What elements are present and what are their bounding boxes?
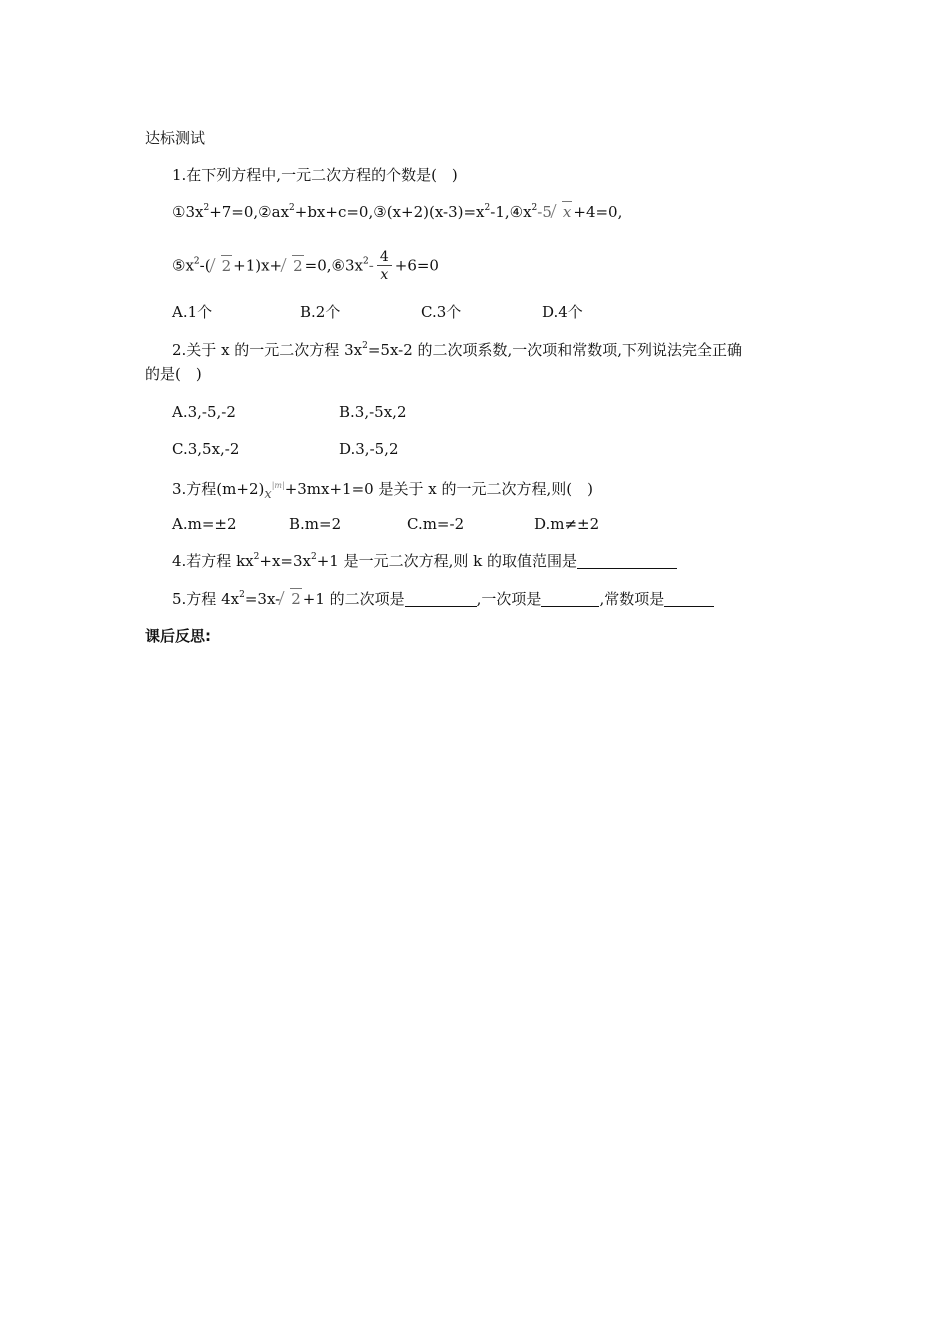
q1-option-b: B.2个 (300, 303, 341, 321)
q2-stem-line1: 2.关于 x 的一元二次方程 $3x^2=5x-2$ 的二次项系数,一次项和常数项,下列说法完全正确 (172, 341, 743, 359)
fraction-4-over-x: $\frac{4}{x}$ (377, 249, 392, 284)
q1-equations-line1: $①3x^2+7=0,②ax^2+bx+c=0,③(x+2)(x-3)=x^2-1,④x^2-5$ x +4=0, (172, 203, 623, 221)
q3-option-c: C.m=-2 (407, 515, 465, 533)
q2-option-c: C.3,5x,-2 (172, 440, 240, 458)
q3-option-b: B.m=2 (289, 515, 342, 533)
q1-equations-line2: $⑤x^2-$( $2 +1)x+ 2 =0,⑥3x^2-$ $\frac{4}{x}$ +6=0 (172, 249, 439, 283)
q5-stem: 5.方程 $4x^2=3x-$ 2 +1 的二次项是 ,一次项是 ,常数项是 (172, 588, 714, 609)
q1-option-a: A.1个 (172, 303, 213, 321)
reflection-heading: 课后反思: (145, 627, 211, 645)
q1-option-d: D.4个 (542, 303, 583, 321)
sqrt-x: x (553, 201, 572, 222)
q5-constant-term-blank[interactable] (664, 590, 714, 607)
q3-option-a: A.m=±2 (172, 515, 237, 533)
sqrt-2-a: 2 (212, 255, 233, 276)
q2-option-d: D.3,-5,2 (339, 440, 399, 458)
q2-option-b: B.3,-5x,2 (339, 403, 407, 421)
sqrt-2-c: 2 (281, 588, 302, 609)
q1-stem: 1.在下列方程中,一元二次方程的个数是( ) (172, 166, 458, 184)
q5-linear-term-blank[interactable] (541, 590, 599, 607)
q3-option-d: D.m≠±2 (534, 515, 600, 533)
section-heading: 达标测试 (145, 129, 206, 147)
q4-answer-blank[interactable] (577, 552, 677, 569)
q2-stem-line2: 的是( ) (145, 365, 202, 383)
q1-option-c: C.3个 (421, 303, 462, 321)
sqrt-2-b: 2 (283, 255, 304, 276)
q3-stem: 3.方程$(m+2)x^{|m|}+3mx+1=0$ 是关于 x 的一元二次方程,则( ) (172, 480, 593, 502)
q4-stem: 4.若方程 $kx^2+x=3x^2+1$ 是一元二次方程,则 k 的取值范围是 (172, 551, 677, 571)
q2-option-a: A.3,-5,-2 (172, 403, 236, 421)
q5-quadratic-term-blank[interactable] (405, 590, 477, 607)
